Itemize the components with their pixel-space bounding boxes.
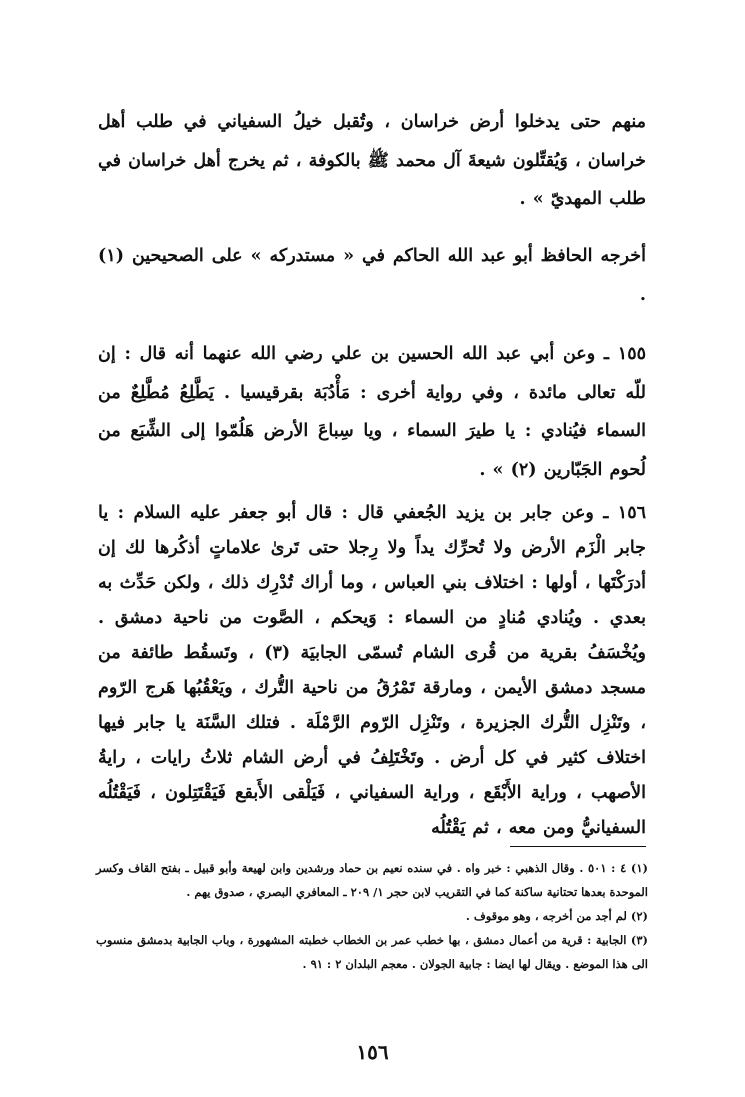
- footnote-3: (٣) الجابية : قرية من أعمال دمشق ، بها خطب عمر بن الخطاب خطبته المشهورة ، وباب الجابية بدمشق منسوب الى هذا الموضع . ويقال لها ايضا : جابية الجولان . معجم البلدان ٢ : ٩١ .: [96, 933, 648, 971]
- text-paragraph: منهم حتى يدخلوا أرض خراسان ، وتُقبل خيلُ السفياني في طلب أهل خراسان ، وَيُقتِّلون شيعةَ آل محمد ﷺ بالكوفة ، ثم يخرج أهل خراسان في طلب المهديّ » .: [98, 112, 646, 209]
- citation-paragraph: أخرجه الحافظ أبو عبد الله الحاكم في « مستدركه » على الصحيحين (١) .: [98, 246, 646, 305]
- hadith-155-paragraph: ١٥٥ ـ وعن أبي عبد الله الحسين بن علي رضي الله عنهما أنه قال : إن للّه تعالى مائدة ، وفي رواية أخرى : مَأْدُبَة بقرقيسيا . يَطَّلِعُ مُطَّلِعٌ من السماء فيُنادي : يا طيرَ السماء ، ويا سِباعَ الأرض هَلُمّوا إلى الشِّبَع من لُحوم الجَبّارين (٢) » .: [98, 344, 646, 480]
- hadith-156-paragraph: ١٥٦ ـ وعن جابر بن يزيد الجُعفي قال : قال أبو جعفر عليه السلام : يا جابر الْزَم الأرض ولا تُحرِّك يداً ولا رِجلا حتى تَرىٰ علاماتٍ أذكُرها لك إن أدرَكْتَها ، أولها : اختلاف بني العباس ، وما أراك تُدْرِك ذلك ، ولكن حَدِّث به بعدي . ويُنادي مُنادٍ من السماء : وَيحكم ، الصَّوت من ناحية دمشق . ويُخْسَفُ بقرية من قُرى الشام تُسمّى الجابيَة (٣) ، وتَسقُط طائفة من مسجد دمشق الأيمن ، ومارقة تَمْرُقُ من ناحية التُّرك ، ويَعْقُبُها هَرج الرّوم ، وتَنْزِل التُّرك الجزيرة ، وتَنْزِل الرّوم الرَّمْلَة . فتلك السَّنَة يا جابر فيها اختلاف كثير في كل أرض . وتَخْتَلِفُ في أرض الشام ثلاثُ رايات ، رايةُ الأصهب ، وراية الأَبْقَع ، وراية السفياني ، فَيَلْقى الأَبقع فَيَقْتَتِلون ، فَيَقْتُلُه السفيانيُّ ومن معه ، ثم يَقْتُلُه: [98, 503, 646, 838]
- footnote-divider: [510, 846, 646, 847]
- page-number: ١٥٦: [356, 1040, 389, 1064]
- footnote-2: (٢) لم أجد من أخرجه ، وهو موقوف .: [465, 909, 648, 923]
- footnotes-section: [96, 856, 648, 976]
- footnote-1: (١) ٤ : ٥٠١ . وقال الذهبي : خبر واه . في سنده نعيم بن حماد ورشدين وابن لهيعة وأبو قبيل ـ بفتح القاف وكسر الموحدة بعدها تحتانية ساكنة كما في التقريب لابن حجر ١/ ٢٠٩ ـ المعافري البصري ، صدوق يهم .: [96, 861, 648, 899]
